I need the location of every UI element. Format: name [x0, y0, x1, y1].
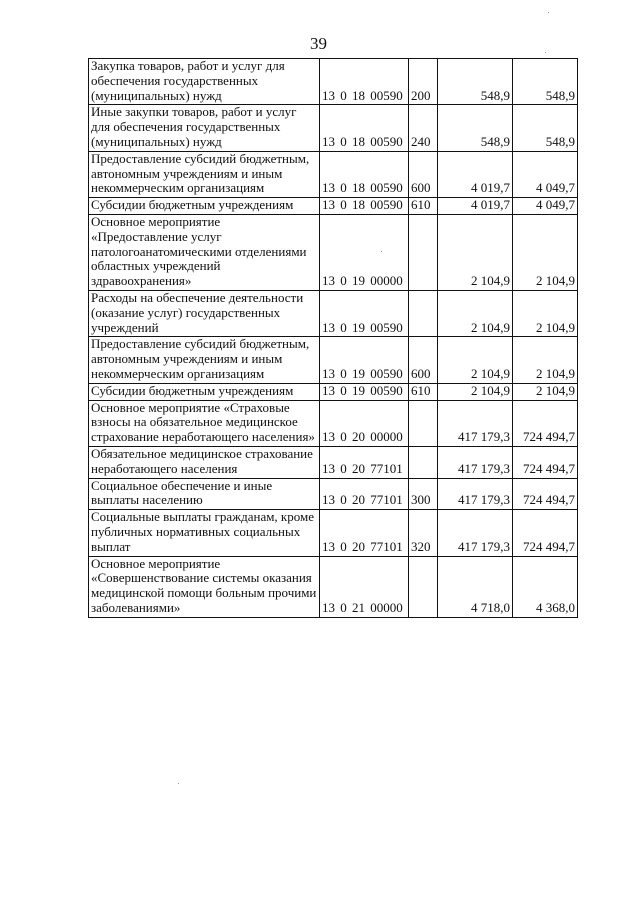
- row-name-cell: Субсидии бюджетным учреждениям: [89, 198, 320, 215]
- row-amount-year2-cell: 548,9: [513, 105, 578, 151]
- row-amount-year2-cell: 2 104,9: [513, 290, 578, 336]
- table-row: [89, 198, 578, 215]
- row-name-cell: Предоставление субсидий бюджетным, автономным учреждениям и иным некоммерческим организациям: [89, 151, 320, 197]
- row-amount-year1-cell: 417 179,3: [438, 446, 513, 478]
- budget-table-body: [89, 59, 578, 618]
- table-row: [89, 446, 578, 478]
- row-expense-type-cell: 600: [409, 337, 438, 383]
- row-amount-year2-cell: 724 494,7: [513, 510, 578, 556]
- row-expense-type-cell: [409, 446, 438, 478]
- row-amount-year1-cell: 4 019,7: [438, 151, 513, 197]
- row-expense-type-cell: 200: [409, 59, 438, 105]
- scan-speck: [548, 12, 549, 13]
- row-name-cell: Иные закупки товаров, работ и услуг для обеспечения государственных (муниципальных) нужд: [89, 105, 320, 151]
- row-name-cell: Социальные выплаты гражданам, кроме публичных нормативных социальных выплат: [89, 510, 320, 556]
- row-amount-year2-cell: 548,9: [513, 59, 578, 105]
- row-amount-year1-cell: 548,9: [438, 105, 513, 151]
- row-code-cell: 13 0 19 00590: [320, 290, 409, 336]
- table-row: [89, 214, 578, 290]
- row-code-cell: 13 0 19 00590: [320, 383, 409, 400]
- budget-table: [88, 58, 578, 618]
- row-name-cell: Основное мероприятие «Страховые взносы на обязательное медицинское страхование неработающего населения»: [89, 400, 320, 446]
- row-amount-year2-cell: 4 368,0: [513, 556, 578, 617]
- table-row: [89, 383, 578, 400]
- table-row: [89, 510, 578, 556]
- row-code-cell: 13 0 20 00000: [320, 400, 409, 446]
- table-row: [89, 556, 578, 617]
- table-row: [89, 478, 578, 510]
- row-amount-year2-cell: 724 494,7: [513, 446, 578, 478]
- row-expense-type-cell: [409, 290, 438, 336]
- row-amount-year2-cell: 4 049,7: [513, 151, 578, 197]
- scan-speck: [545, 52, 546, 53]
- row-name-cell: Основное мероприятие «Предоставление услуг патологоанатомическими отделениями областных учреждений здравоохранения»: [89, 214, 320, 290]
- row-expense-type-cell: 240: [409, 105, 438, 151]
- row-code-cell: 13 0 18 00590: [320, 151, 409, 197]
- row-amount-year2-cell: 2 104,9: [513, 337, 578, 383]
- row-code-cell: 13 0 18 00590: [320, 59, 409, 105]
- row-expense-type-cell: [409, 556, 438, 617]
- row-amount-year2-cell: 4 049,7: [513, 198, 578, 215]
- row-expense-type-cell: [409, 214, 438, 290]
- row-name-cell: Основное мероприятие «Совершенствование системы оказания медицинской помощи больным прочими заболеваниями»: [89, 556, 320, 617]
- row-expense-type-cell: 320: [409, 510, 438, 556]
- table-row: [89, 151, 578, 197]
- page-number: 39: [310, 34, 327, 53]
- row-code-cell: 13 0 20 77101: [320, 446, 409, 478]
- row-amount-year1-cell: 2 104,9: [438, 214, 513, 290]
- row-amount-year2-cell: 2 104,9: [513, 383, 578, 400]
- table-row: [89, 290, 578, 336]
- row-expense-type-cell: 610: [409, 383, 438, 400]
- row-amount-year2-cell: 724 494,7: [513, 478, 578, 510]
- row-amount-year2-cell: 724 494,7: [513, 400, 578, 446]
- row-code-cell: 13 0 19 00590: [320, 337, 409, 383]
- row-expense-type-cell: 600: [409, 151, 438, 197]
- row-name-cell: Закупка товаров, работ и услуг для обеспечения государственных (муниципальных) нужд: [89, 59, 320, 105]
- table-row: [89, 59, 578, 105]
- table-row: [89, 400, 578, 446]
- table-row: [89, 337, 578, 383]
- row-code-cell: 13 0 20 77101: [320, 510, 409, 556]
- row-amount-year1-cell: 548,9: [438, 59, 513, 105]
- row-amount-year1-cell: 417 179,3: [438, 510, 513, 556]
- row-code-cell: 13 0 21 00000: [320, 556, 409, 617]
- scan-speck: [381, 251, 382, 252]
- row-name-cell: Субсидии бюджетным учреждениям: [89, 383, 320, 400]
- row-code-cell: 13 0 20 77101: [320, 478, 409, 510]
- row-code-cell: 13 0 18 00590: [320, 198, 409, 215]
- row-amount-year1-cell: 417 179,3: [438, 478, 513, 510]
- row-name-cell: Предоставление субсидий бюджетным, автономным учреждениям и иным некоммерческим организациям: [89, 337, 320, 383]
- row-code-cell: 13 0 18 00590: [320, 105, 409, 151]
- row-amount-year1-cell: 4 718,0: [438, 556, 513, 617]
- row-name-cell: Социальное обеспечение и иные выплаты населению: [89, 478, 320, 510]
- row-name-cell: Расходы на обеспечение деятельности (оказание услуг) государственных учреждений: [89, 290, 320, 336]
- row-amount-year1-cell: 2 104,9: [438, 337, 513, 383]
- table-row: [89, 105, 578, 151]
- row-amount-year1-cell: 417 179,3: [438, 400, 513, 446]
- row-amount-year1-cell: 4 019,7: [438, 198, 513, 215]
- row-expense-type-cell: 300: [409, 478, 438, 510]
- row-expense-type-cell: 610: [409, 198, 438, 215]
- row-amount-year1-cell: 2 104,9: [438, 383, 513, 400]
- row-expense-type-cell: [409, 400, 438, 446]
- scan-speck: [178, 783, 179, 784]
- row-code-cell: 13 0 19 00000: [320, 214, 409, 290]
- row-amount-year2-cell: 2 104,9: [513, 214, 578, 290]
- row-name-cell: Обязательное медицинское страхование неработающего населения: [89, 446, 320, 478]
- row-amount-year1-cell: 2 104,9: [438, 290, 513, 336]
